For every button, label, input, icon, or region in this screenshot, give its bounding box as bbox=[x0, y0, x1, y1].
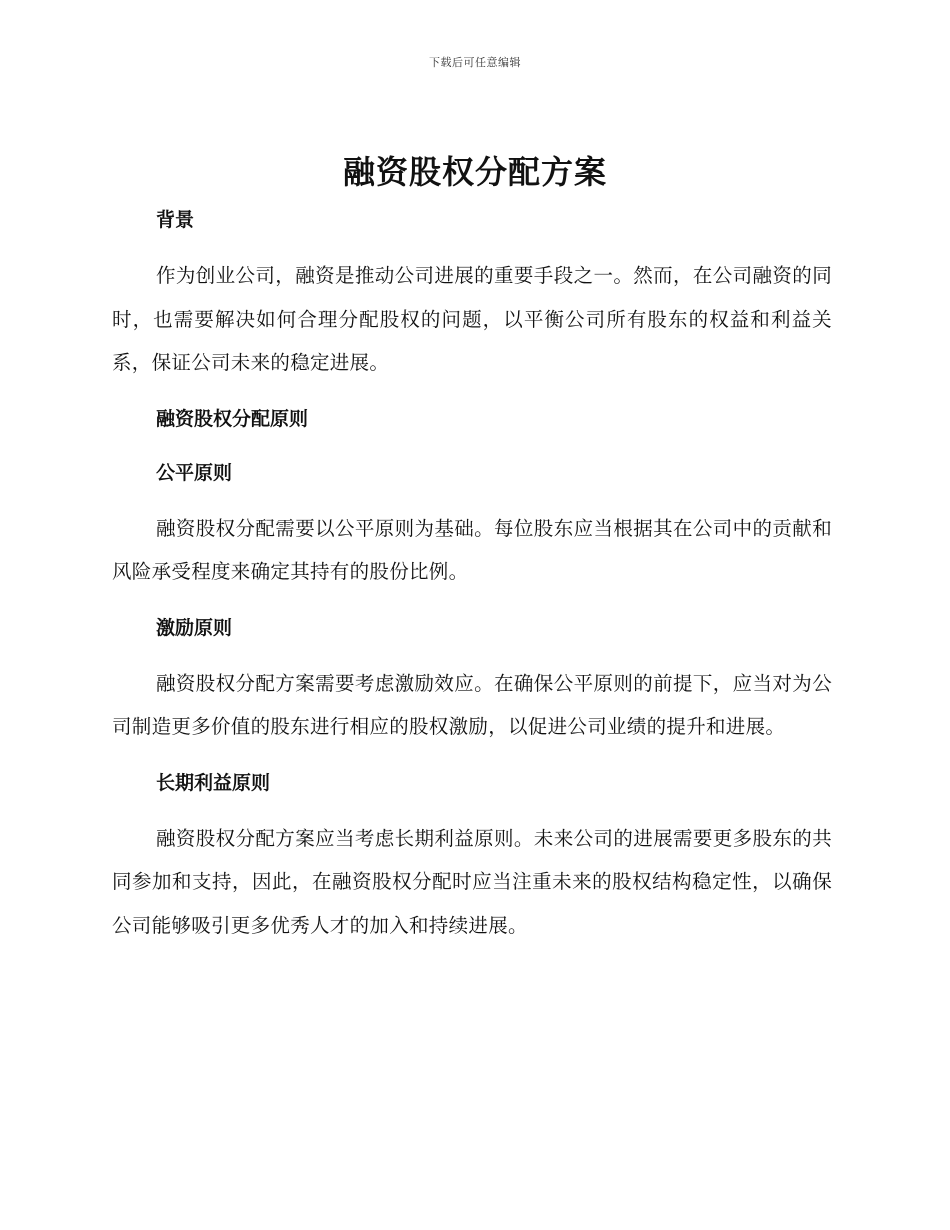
section-principles bbox=[112, 399, 832, 439]
section-heading-principles: 融资股权分配原则 bbox=[156, 407, 309, 430]
section-heading-background: 背景 bbox=[156, 209, 195, 231]
paragraph-background: 作为创业公司，融资是推动公司进展的重要手段之一。然而，在公司融资的同时，也需要解决如何合理分配股权的问题，以平衡公司所有股东的权益和利益关系，保证公司未来的稳定进展。 bbox=[112, 264, 832, 374]
section-heading-fairness: 公平原则 bbox=[156, 461, 233, 484]
section-background bbox=[112, 200, 832, 385]
header-note: 下载后可任意编辑 bbox=[429, 56, 521, 69]
section-incentive bbox=[112, 608, 832, 749]
paragraph-fairness: 融资股权分配需要以公平原则为基础。每位股东应当根据其在公司中的贡献和风险承受程度来确定其持有的股份比例。 bbox=[112, 516, 832, 583]
section-fairness bbox=[112, 453, 832, 594]
section-long-term bbox=[112, 763, 832, 948]
document-body bbox=[112, 200, 832, 947]
section-heading-long-term: 长期利益原则 bbox=[156, 771, 271, 794]
paragraph-incentive: 融资股权分配方案需要考虑激励效应。在确保公平原则的前提下，应当对为公司制造更多价值的股东进行相应的股权激励，以促进公司业绩的提升和进展。 bbox=[112, 671, 832, 738]
document-title: 融资股权分配方案 bbox=[342, 153, 607, 191]
section-heading-incentive: 激励原则 bbox=[156, 616, 233, 639]
paragraph-long-term: 融资股权分配方案应当考虑长期利益原则。未来公司的进展需要更多股东的共同参加和支持，因此，在融资股权分配时应当注重未来的股权结构稳定性，以确保公司能够吸引更多优秀人才的加入和持续进展。 bbox=[112, 826, 832, 937]
